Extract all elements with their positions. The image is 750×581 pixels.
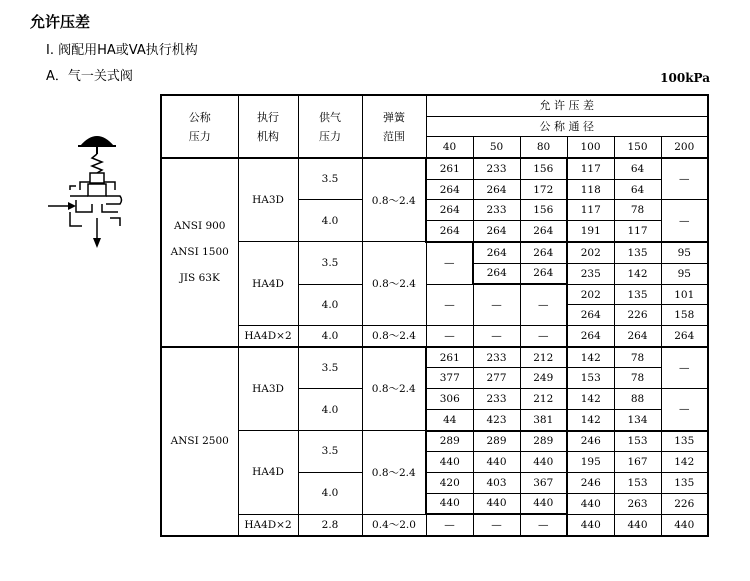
value-cell: 367 — [520, 472, 567, 493]
value-cell: 440 — [520, 452, 567, 473]
value-cell: 440 — [567, 493, 614, 514]
value-cell: — — [661, 347, 708, 389]
value-cell: 420 — [426, 472, 473, 493]
value-cell: 233 — [473, 200, 520, 221]
size-header: 150 — [614, 137, 661, 158]
value-cell: 249 — [520, 368, 567, 389]
section-heading: I. 阀配用HA或VA执行机构 — [46, 43, 198, 58]
value-cell: 264 — [567, 305, 614, 326]
air-supply-cell: 3.5 — [298, 347, 362, 389]
pressure-table — [160, 94, 709, 537]
value-cell: 135 — [661, 472, 708, 493]
value-cell: — — [426, 242, 473, 284]
value-cell: 440 — [661, 514, 708, 536]
value-cell: 167 — [614, 452, 661, 473]
spring-range-cell: 0.8～2.4 — [362, 158, 426, 242]
value-cell: 153 — [614, 472, 661, 493]
value-cell: 44 — [426, 409, 473, 430]
page-title: 允许压差 — [30, 13, 91, 31]
value-cell: 423 — [473, 409, 520, 430]
value-cell: 264 — [520, 263, 567, 284]
value-cell: 235 — [567, 263, 614, 284]
unit-label: 100kPa — [660, 71, 710, 85]
air-supply-cell: 4.0 — [298, 389, 362, 431]
air-supply-cell: 4.0 — [298, 284, 362, 325]
value-cell: 264 — [661, 326, 708, 347]
value-cell: 118 — [567, 179, 614, 200]
value-cell: 117 — [614, 221, 661, 242]
actuator-cell: HA3D — [238, 158, 298, 242]
value-cell: 264 — [473, 263, 520, 284]
value-cell: 381 — [520, 409, 567, 430]
value-cell: 289 — [426, 431, 473, 452]
value-cell: 233 — [473, 158, 520, 179]
actuator-cell: HA4D — [238, 242, 298, 326]
value-cell: 264 — [426, 221, 473, 242]
value-cell: 264 — [567, 326, 614, 347]
value-cell: 377 — [426, 368, 473, 389]
value-cell: 153 — [567, 368, 614, 389]
value-cell: 264 — [473, 242, 520, 263]
value-cell: 440 — [473, 493, 520, 514]
air-supply-cell: 4.0 — [298, 200, 362, 242]
actuator-cell: HA3D — [238, 347, 298, 431]
nominal-pressure-cell: ANSI 2500 — [161, 347, 238, 536]
value-cell: 212 — [520, 347, 567, 368]
spring-range-cell: 0.8～2.4 — [362, 347, 426, 431]
value-cell: 95 — [661, 242, 708, 263]
size-header: 200 — [661, 137, 708, 158]
size-header: 80 — [520, 137, 567, 158]
actuator-cell: HA4D — [238, 431, 298, 515]
value-cell: 78 — [614, 368, 661, 389]
value-cell: 156 — [520, 200, 567, 221]
value-cell: 264 — [473, 221, 520, 242]
air-supply-cell: 4.0 — [298, 326, 362, 347]
size-header: 50 — [473, 137, 520, 158]
col-head-air-supply: 供气 压力 — [298, 95, 362, 158]
value-cell: 142 — [567, 347, 614, 368]
value-cell: 64 — [614, 158, 661, 179]
value-cell: 440 — [520, 493, 567, 514]
value-cell: 264 — [520, 221, 567, 242]
value-cell: 117 — [567, 158, 614, 179]
value-cell: 135 — [614, 284, 661, 305]
value-cell: 289 — [473, 431, 520, 452]
value-cell: — — [426, 326, 473, 347]
value-cell: 195 — [567, 452, 614, 473]
value-cell: 306 — [426, 389, 473, 410]
actuator-cell: HA4D×2 — [238, 326, 298, 347]
value-cell: — — [473, 284, 520, 325]
value-cell: 191 — [567, 221, 614, 242]
size-header: 100 — [567, 137, 614, 158]
value-cell: 440 — [567, 514, 614, 536]
value-cell: 134 — [614, 409, 661, 430]
col-head-nominal-diameter: 公 称 通 径 — [426, 116, 708, 137]
value-cell: 117 — [567, 200, 614, 221]
value-cell: 88 — [614, 389, 661, 410]
value-cell: 440 — [473, 452, 520, 473]
value-cell: 440 — [426, 452, 473, 473]
value-cell: 153 — [614, 431, 661, 452]
value-cell: 264 — [520, 242, 567, 263]
col-head-nominal-pressure: 公称 压力 — [161, 95, 238, 158]
value-cell: — — [661, 158, 708, 200]
nominal-pressure-cell: ANSI 900 ANSI 1500 JIS 63K — [161, 158, 238, 347]
value-cell: 212 — [520, 389, 567, 410]
col-head-allowable: 允 许 压 差 — [426, 95, 708, 116]
value-cell: 78 — [614, 200, 661, 221]
size-header: 40 — [426, 137, 473, 158]
value-cell: 78 — [614, 347, 661, 368]
air-supply-cell: 2.8 — [298, 514, 362, 536]
value-cell: 226 — [614, 305, 661, 326]
value-cell: 95 — [661, 263, 708, 284]
col-head-actuator: 执行 机构 — [238, 95, 298, 158]
value-cell: 142 — [567, 409, 614, 430]
value-cell: 289 — [520, 431, 567, 452]
value-cell: 156 — [520, 158, 567, 179]
value-cell: 261 — [426, 158, 473, 179]
value-cell: — — [661, 200, 708, 242]
value-cell: — — [661, 389, 708, 431]
value-cell: — — [426, 514, 473, 536]
value-cell: 261 — [426, 347, 473, 368]
value-cell: 263 — [614, 493, 661, 514]
value-cell: — — [520, 284, 567, 325]
subsection-heading: A．气一关式阀 — [46, 69, 133, 84]
value-cell: 202 — [567, 284, 614, 305]
value-cell: 233 — [473, 389, 520, 410]
value-cell: 264 — [614, 326, 661, 347]
value-cell: 233 — [473, 347, 520, 368]
value-cell: — — [426, 284, 473, 325]
spring-range-cell: 0.8～2.4 — [362, 326, 426, 347]
value-cell: 158 — [661, 305, 708, 326]
actuator-cell: HA4D×2 — [238, 514, 298, 536]
value-cell: 142 — [567, 389, 614, 410]
valve-diagram-icon — [40, 128, 130, 253]
air-supply-cell: 4.0 — [298, 472, 362, 514]
value-cell: — — [473, 514, 520, 536]
value-cell: 403 — [473, 472, 520, 493]
value-cell: — — [520, 514, 567, 536]
value-cell: 142 — [614, 263, 661, 284]
value-cell: — — [520, 326, 567, 347]
value-cell: 101 — [661, 284, 708, 305]
col-head-spring-range: 弹簧 范围 — [362, 95, 426, 158]
value-cell: 264 — [426, 200, 473, 221]
value-cell: — — [473, 326, 520, 347]
value-cell: 135 — [614, 242, 661, 263]
value-cell: 440 — [426, 493, 473, 514]
value-cell: 172 — [520, 179, 567, 200]
spring-range-cell: 0.8～2.4 — [362, 431, 426, 515]
air-supply-cell: 3.5 — [298, 242, 362, 284]
air-supply-cell: 3.5 — [298, 431, 362, 473]
value-cell: 64 — [614, 179, 661, 200]
spring-range-cell: 0.4～2.0 — [362, 514, 426, 536]
value-cell: 226 — [661, 493, 708, 514]
value-cell: 135 — [661, 431, 708, 452]
spring-range-cell: 0.8～2.4 — [362, 242, 426, 326]
air-supply-cell: 3.5 — [298, 158, 362, 200]
value-cell: 440 — [614, 514, 661, 536]
value-cell: 202 — [567, 242, 614, 263]
value-cell: 264 — [426, 179, 473, 200]
value-cell: 246 — [567, 431, 614, 452]
value-cell: 246 — [567, 472, 614, 493]
value-cell: 142 — [661, 452, 708, 473]
value-cell: 264 — [473, 179, 520, 200]
value-cell: 277 — [473, 368, 520, 389]
